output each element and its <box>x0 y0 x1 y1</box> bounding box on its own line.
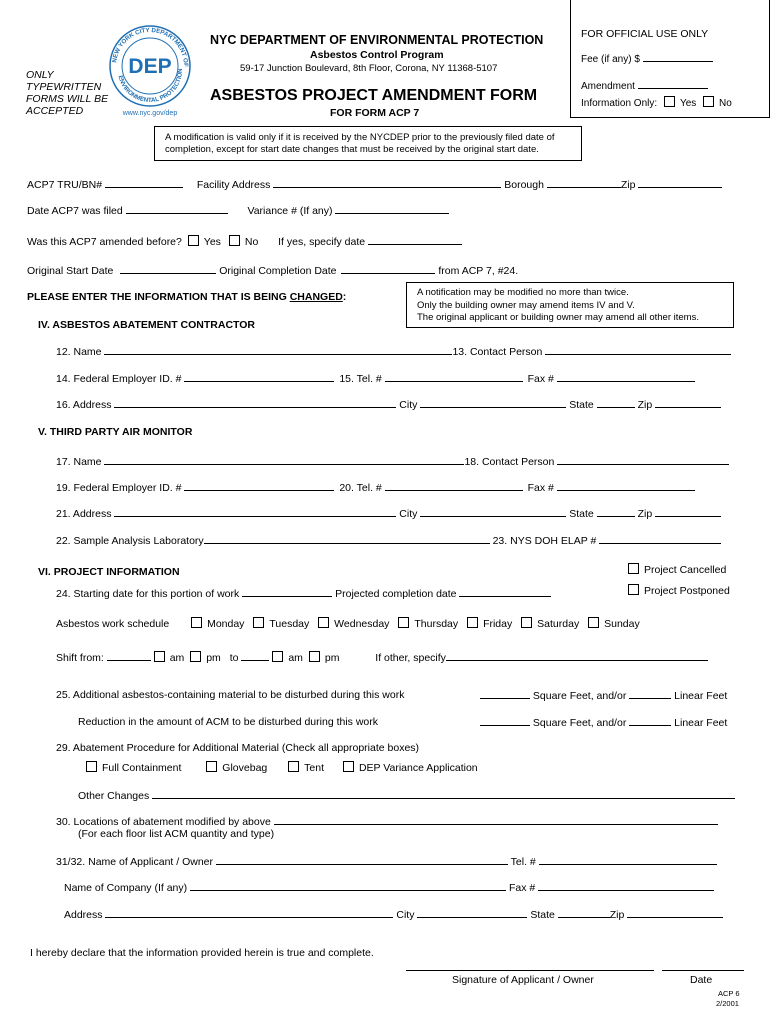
item30-label: 30. Locations of abatement modified by above <box>56 816 271 828</box>
if-other-input[interactable] <box>446 651 708 661</box>
borough-label: Borough <box>504 179 544 191</box>
project-postponed-option[interactable] <box>628 584 730 597</box>
other-changes-label: Other Changes <box>78 790 150 802</box>
applicant-name-input[interactable] <box>216 855 508 865</box>
if-other-label: If other, specify <box>375 652 446 664</box>
acp7-input[interactable] <box>105 178 183 188</box>
applicant-tel-input[interactable] <box>539 855 717 865</box>
amended-yes-checkbox[interactable] <box>188 235 199 246</box>
info-only-yes-label: Yes <box>679 98 697 109</box>
s5-fax-input[interactable] <box>557 481 695 491</box>
shift-row <box>56 651 708 664</box>
info-only-yes-checkbox[interactable] <box>664 96 675 107</box>
tuesday-label: Tuesday <box>269 618 310 630</box>
s4-contact-label: 13. Contact Person <box>452 346 543 358</box>
project-cancelled-label: Project Cancelled <box>644 564 727 576</box>
original-completion-input[interactable] <box>341 264 435 274</box>
shift-to-label: to <box>229 652 239 664</box>
s5-contact-input[interactable] <box>557 455 729 465</box>
company-fax-label: Fax # <box>508 882 536 894</box>
info-only-no-label: No <box>719 98 732 109</box>
monday-label: Monday <box>207 618 245 630</box>
s5-name-row <box>56 455 729 468</box>
official-use-title: FOR OFFICIAL USE ONLY <box>581 28 709 40</box>
applicant-city-label: City <box>396 909 415 921</box>
tuesday-checkbox[interactable] <box>253 617 264 628</box>
item25-sqft-input[interactable] <box>480 689 530 699</box>
saturday-label: Saturday <box>537 618 580 630</box>
declaration: I hereby declare that the information provided herein is true and complete. <box>30 947 374 959</box>
variance-label: Variance # (If any) <box>247 205 333 217</box>
reduction-label: Reduction in the amount of ACM to be disturbed during this work <box>78 716 378 728</box>
notification-box <box>406 282 734 328</box>
s5-zip-label: Zip <box>637 508 653 520</box>
changed-heading-word: CHANGED <box>289 291 343 303</box>
amended-no-label: No <box>244 236 259 248</box>
s5-lab-input[interactable] <box>204 534 490 544</box>
shift-from-pm-label: pm <box>206 652 221 664</box>
s4-name-input[interactable] <box>104 345 452 355</box>
amended-yes-label: Yes <box>203 236 221 248</box>
shift-to-am-checkbox[interactable] <box>272 651 283 662</box>
date-filed-row <box>27 204 449 217</box>
applicant-state-label: State <box>530 909 555 921</box>
facility-address-input[interactable] <box>273 178 501 188</box>
from-acp7-label: from ACP 7, #24. <box>438 265 519 277</box>
project-cancelled-checkbox[interactable] <box>628 563 639 574</box>
amended-no-checkbox[interactable] <box>229 235 240 246</box>
info-only-no-checkbox[interactable] <box>703 96 714 107</box>
reduction-sqft-input[interactable] <box>480 716 530 726</box>
original-start-label: Original Start Date <box>27 265 114 277</box>
notice-text: A modification is valid only if it is received by the NYCDEP prior to the previously filed date of completion, except for start date changes that must be received by the original start date. <box>165 132 555 155</box>
fee-field[interactable] <box>581 52 713 65</box>
changed-heading <box>27 291 346 303</box>
shift-from-am-label: am <box>169 652 185 664</box>
s5-zip-input[interactable] <box>655 507 721 517</box>
wednesday-label: Wednesday <box>334 618 390 630</box>
starting-date-row <box>56 587 551 600</box>
form-revision: 2/2001 <box>716 999 739 1008</box>
section-5-heading: V. THIRD PARTY AIR MONITOR <box>38 426 193 438</box>
monday-checkbox[interactable] <box>191 617 202 628</box>
amended-before-label: Was this ACP7 amended before? <box>27 236 182 248</box>
s4-fein-label: 14. Federal Employer ID. # <box>56 373 182 385</box>
project-postponed-label: Project Postponed <box>644 585 730 597</box>
zip-label: Zip <box>620 179 636 191</box>
date-label: Date <box>690 974 713 986</box>
agency-name: NYC DEPARTMENT OF ENVIRONMENTAL PROTECTION <box>210 33 544 47</box>
shift-from-input[interactable] <box>107 651 151 661</box>
date-line[interactable] <box>662 970 744 971</box>
agency-address: 59-17 Junction Boulevard, 8th Floor, Corona, NY 11368-5107 <box>240 63 498 74</box>
item25-linear-label: Linear Feet <box>674 690 728 702</box>
shift-from-pm-checkbox[interactable] <box>190 651 201 662</box>
program-name: Asbestos Control Program <box>310 49 444 61</box>
applicant-name-row <box>56 855 717 868</box>
s4-fax-input[interactable] <box>557 372 695 382</box>
starting-date-input[interactable] <box>242 587 332 597</box>
s5-state-input[interactable] <box>597 507 635 517</box>
zip-input[interactable] <box>638 178 722 188</box>
form-code: ACP 6 <box>718 989 740 998</box>
dep-variance-label: DEP Variance Application <box>358 762 478 774</box>
tent-label: Tent <box>304 762 325 774</box>
s5-fein-input[interactable] <box>184 481 334 491</box>
projected-completion-input[interactable] <box>459 587 551 597</box>
applicant-state-input[interactable] <box>558 908 610 918</box>
s5-fein-label: 19. Federal Employer ID. # <box>56 482 182 494</box>
section-4-heading: IV. ASBESTOS ABATEMENT CONTRACTOR <box>38 319 256 331</box>
wednesday-checkbox[interactable] <box>318 617 329 628</box>
shift-to-pm-label: pm <box>324 652 340 664</box>
s4-address-label: 16. Address <box>56 399 112 411</box>
logo-url: www.nyc.gov/dep <box>122 110 178 117</box>
typewritten-notice-text: ONLY TYPEWRITTEN FORMS WILL BE ACCEPTED <box>26 69 109 117</box>
company-input[interactable] <box>190 881 506 891</box>
starting-date-label: 24. Starting date for this portion of work <box>56 588 240 600</box>
schedule-label: Asbestos work schedule <box>56 618 170 630</box>
company-label: Name of Company (If any) <box>64 882 188 894</box>
item25-row <box>56 689 404 701</box>
variance-input[interactable] <box>335 204 449 214</box>
if-yes-specify-label: If yes, specify date <box>278 236 366 248</box>
shift-from-label: Shift from: <box>56 652 104 664</box>
form-subtitle: FOR FORM ACP 7 <box>330 107 420 119</box>
item25-units <box>480 689 727 702</box>
friday-checkbox[interactable] <box>467 617 478 628</box>
if-yes-date-input[interactable] <box>368 235 462 245</box>
amendment-field[interactable] <box>581 79 708 92</box>
reduction-sqft-label: Square Feet, and/or <box>532 717 627 729</box>
reduction-linear-input[interactable] <box>629 716 671 726</box>
date-filed-label: Date ACP7 was filed <box>27 205 123 217</box>
s5-lab-label: 22. Sample Analysis Laboratory <box>56 535 204 547</box>
logo-ring-top: NEW YORK CITY DEPARTMENT OF <box>111 26 190 67</box>
other-changes-input[interactable] <box>152 789 735 799</box>
s5-elap-input[interactable] <box>599 534 721 544</box>
borough-input[interactable] <box>547 178 621 188</box>
s5-city-input[interactable] <box>420 507 566 517</box>
project-postponed-checkbox[interactable] <box>628 584 639 595</box>
schedule-row <box>56 617 640 630</box>
original-completion-label: Original Completion Date <box>219 265 337 277</box>
section-6-heading: VI. PROJECT INFORMATION <box>38 566 180 578</box>
item29-label: 29. Abatement Procedure for Additional Material (Check all appropriate boxes) <box>56 742 420 754</box>
s5-name-label: 17. Name <box>56 456 102 468</box>
s4-name-row <box>56 345 731 358</box>
tent-checkbox[interactable] <box>288 761 299 772</box>
company-fax-input[interactable] <box>538 881 714 891</box>
s5-state-label: State <box>569 508 594 520</box>
s5-contact-label: 18. Contact Person <box>464 456 555 468</box>
s4-state-label: State <box>569 399 594 411</box>
other-changes-row <box>78 789 735 802</box>
s4-tel-input[interactable] <box>385 372 523 382</box>
applicant-address-label: Address <box>64 909 103 921</box>
notice-box <box>154 126 582 161</box>
form-title: ASBESTOS PROJECT AMENDMENT FORM <box>210 87 538 104</box>
s4-zip-input[interactable] <box>655 398 721 408</box>
s5-lab-row <box>56 534 721 547</box>
shift-to-pm-checkbox[interactable] <box>309 651 320 662</box>
date-filed-input[interactable] <box>126 204 228 214</box>
item30-input[interactable] <box>274 815 718 825</box>
applicant-address-input[interactable] <box>105 908 393 918</box>
signature-label: Signature of Applicant / Owner <box>452 974 594 986</box>
s5-address-row <box>56 507 721 520</box>
thursday-label: Thursday <box>414 618 459 630</box>
reduction-units <box>480 716 727 729</box>
applicant-address-row <box>64 908 723 921</box>
reduction-row <box>78 716 378 728</box>
original-start-input[interactable] <box>120 264 216 274</box>
s5-fax-label: Fax # <box>527 482 554 494</box>
amended-before-row <box>27 235 462 248</box>
s5-address-label: 21. Address <box>56 508 112 520</box>
original-dates-row <box>27 264 518 277</box>
s4-zip-label: Zip <box>637 399 653 411</box>
changed-heading-suffix: : <box>342 291 347 303</box>
shift-to-input[interactable] <box>241 651 269 661</box>
item30-note: (For each floor list ACM quantity and type) <box>78 828 275 840</box>
s4-fein-input[interactable] <box>184 372 334 382</box>
glovebag-checkbox[interactable] <box>206 761 217 772</box>
projected-completion-label: Projected completion date <box>335 588 457 600</box>
s5-address-input[interactable] <box>114 507 396 517</box>
sunday-checkbox[interactable] <box>588 617 599 628</box>
s5-elap-label: 23. NYS DOH ELAP # <box>492 535 597 547</box>
s4-city-label: City <box>399 399 418 411</box>
applicant-name-label: 31/32. Name of Applicant / Owner <box>56 856 214 868</box>
item25-sqft-label: Square Feet, and/or <box>532 690 627 702</box>
official-use-box <box>570 0 770 118</box>
typewritten-notice <box>26 69 118 117</box>
company-row <box>64 881 714 894</box>
s4-city-input[interactable] <box>420 398 566 408</box>
information-only-row <box>581 96 732 109</box>
information-only-label: Information Only: <box>581 98 658 109</box>
facility-address-label: Facility Address <box>196 179 271 191</box>
s4-state-input[interactable] <box>597 398 635 408</box>
notification-line-2: Only the building owner may amend items IV and V. <box>417 299 635 311</box>
s5-tel-label: 20. Tel. # <box>339 482 382 494</box>
fee-label: Fee (if any) $ <box>581 54 640 65</box>
reduction-linear-label: Linear Feet <box>674 717 728 729</box>
full-containment-checkbox[interactable] <box>86 761 97 772</box>
item30-note-row <box>78 828 274 840</box>
notification-line-1: A notification may be modified no more than twice. <box>417 287 629 298</box>
s4-address-row <box>56 398 721 411</box>
glovebag-label: Glovebag <box>222 762 268 774</box>
acp7-label: ACP7 TRU/BN# <box>27 179 103 191</box>
s4-address-input[interactable] <box>114 398 396 408</box>
s5-name-input[interactable] <box>104 455 464 465</box>
s5-city-label: City <box>399 508 418 520</box>
item30-row <box>56 815 718 828</box>
shift-from-am-checkbox[interactable] <box>154 651 165 662</box>
project-cancelled-option[interactable] <box>628 563 726 576</box>
s5-fein-row <box>56 481 695 494</box>
acp7-row <box>27 178 722 191</box>
signature-line[interactable] <box>406 970 654 971</box>
s4-fein-row <box>56 372 695 385</box>
procedures-row <box>86 761 478 774</box>
applicant-city-input[interactable] <box>417 908 527 918</box>
s4-fax-label: Fax # <box>527 373 554 385</box>
applicant-zip-label: Zip <box>609 909 625 921</box>
item25-linear-input[interactable] <box>629 689 671 699</box>
full-containment-label: Full Containment <box>102 762 182 774</box>
item25-label: 25. Additional asbestos-containing material to be disturbed during this work <box>56 689 405 701</box>
notification-line-3: The original applicant or building owner may amend all other items. <box>417 312 699 323</box>
s4-tel-label: 15. Tel. # <box>339 373 382 385</box>
logo-text: DEP <box>128 55 172 78</box>
s4-contact-input[interactable] <box>545 345 731 355</box>
changed-heading-prefix: PLEASE ENTER THE INFORMATION THAT IS BEING <box>27 291 290 303</box>
s5-tel-input[interactable] <box>385 481 523 491</box>
item29-row <box>56 742 419 754</box>
saturday-checkbox[interactable] <box>521 617 532 628</box>
shift-to-am-label: am <box>288 652 303 664</box>
dep-variance-checkbox[interactable] <box>343 761 354 772</box>
s4-name-label: 12. Name <box>56 346 102 358</box>
amendment-label: Amendment <box>581 81 635 92</box>
logo-ring-bottom: ENVIRONMENTAL PROTECTION <box>116 68 185 105</box>
friday-label: Friday <box>483 618 513 630</box>
thursday-checkbox[interactable] <box>398 617 409 628</box>
sunday-label: Sunday <box>604 618 640 630</box>
applicant-zip-input[interactable] <box>627 908 723 918</box>
applicant-tel-label: Tel. # <box>510 856 536 868</box>
